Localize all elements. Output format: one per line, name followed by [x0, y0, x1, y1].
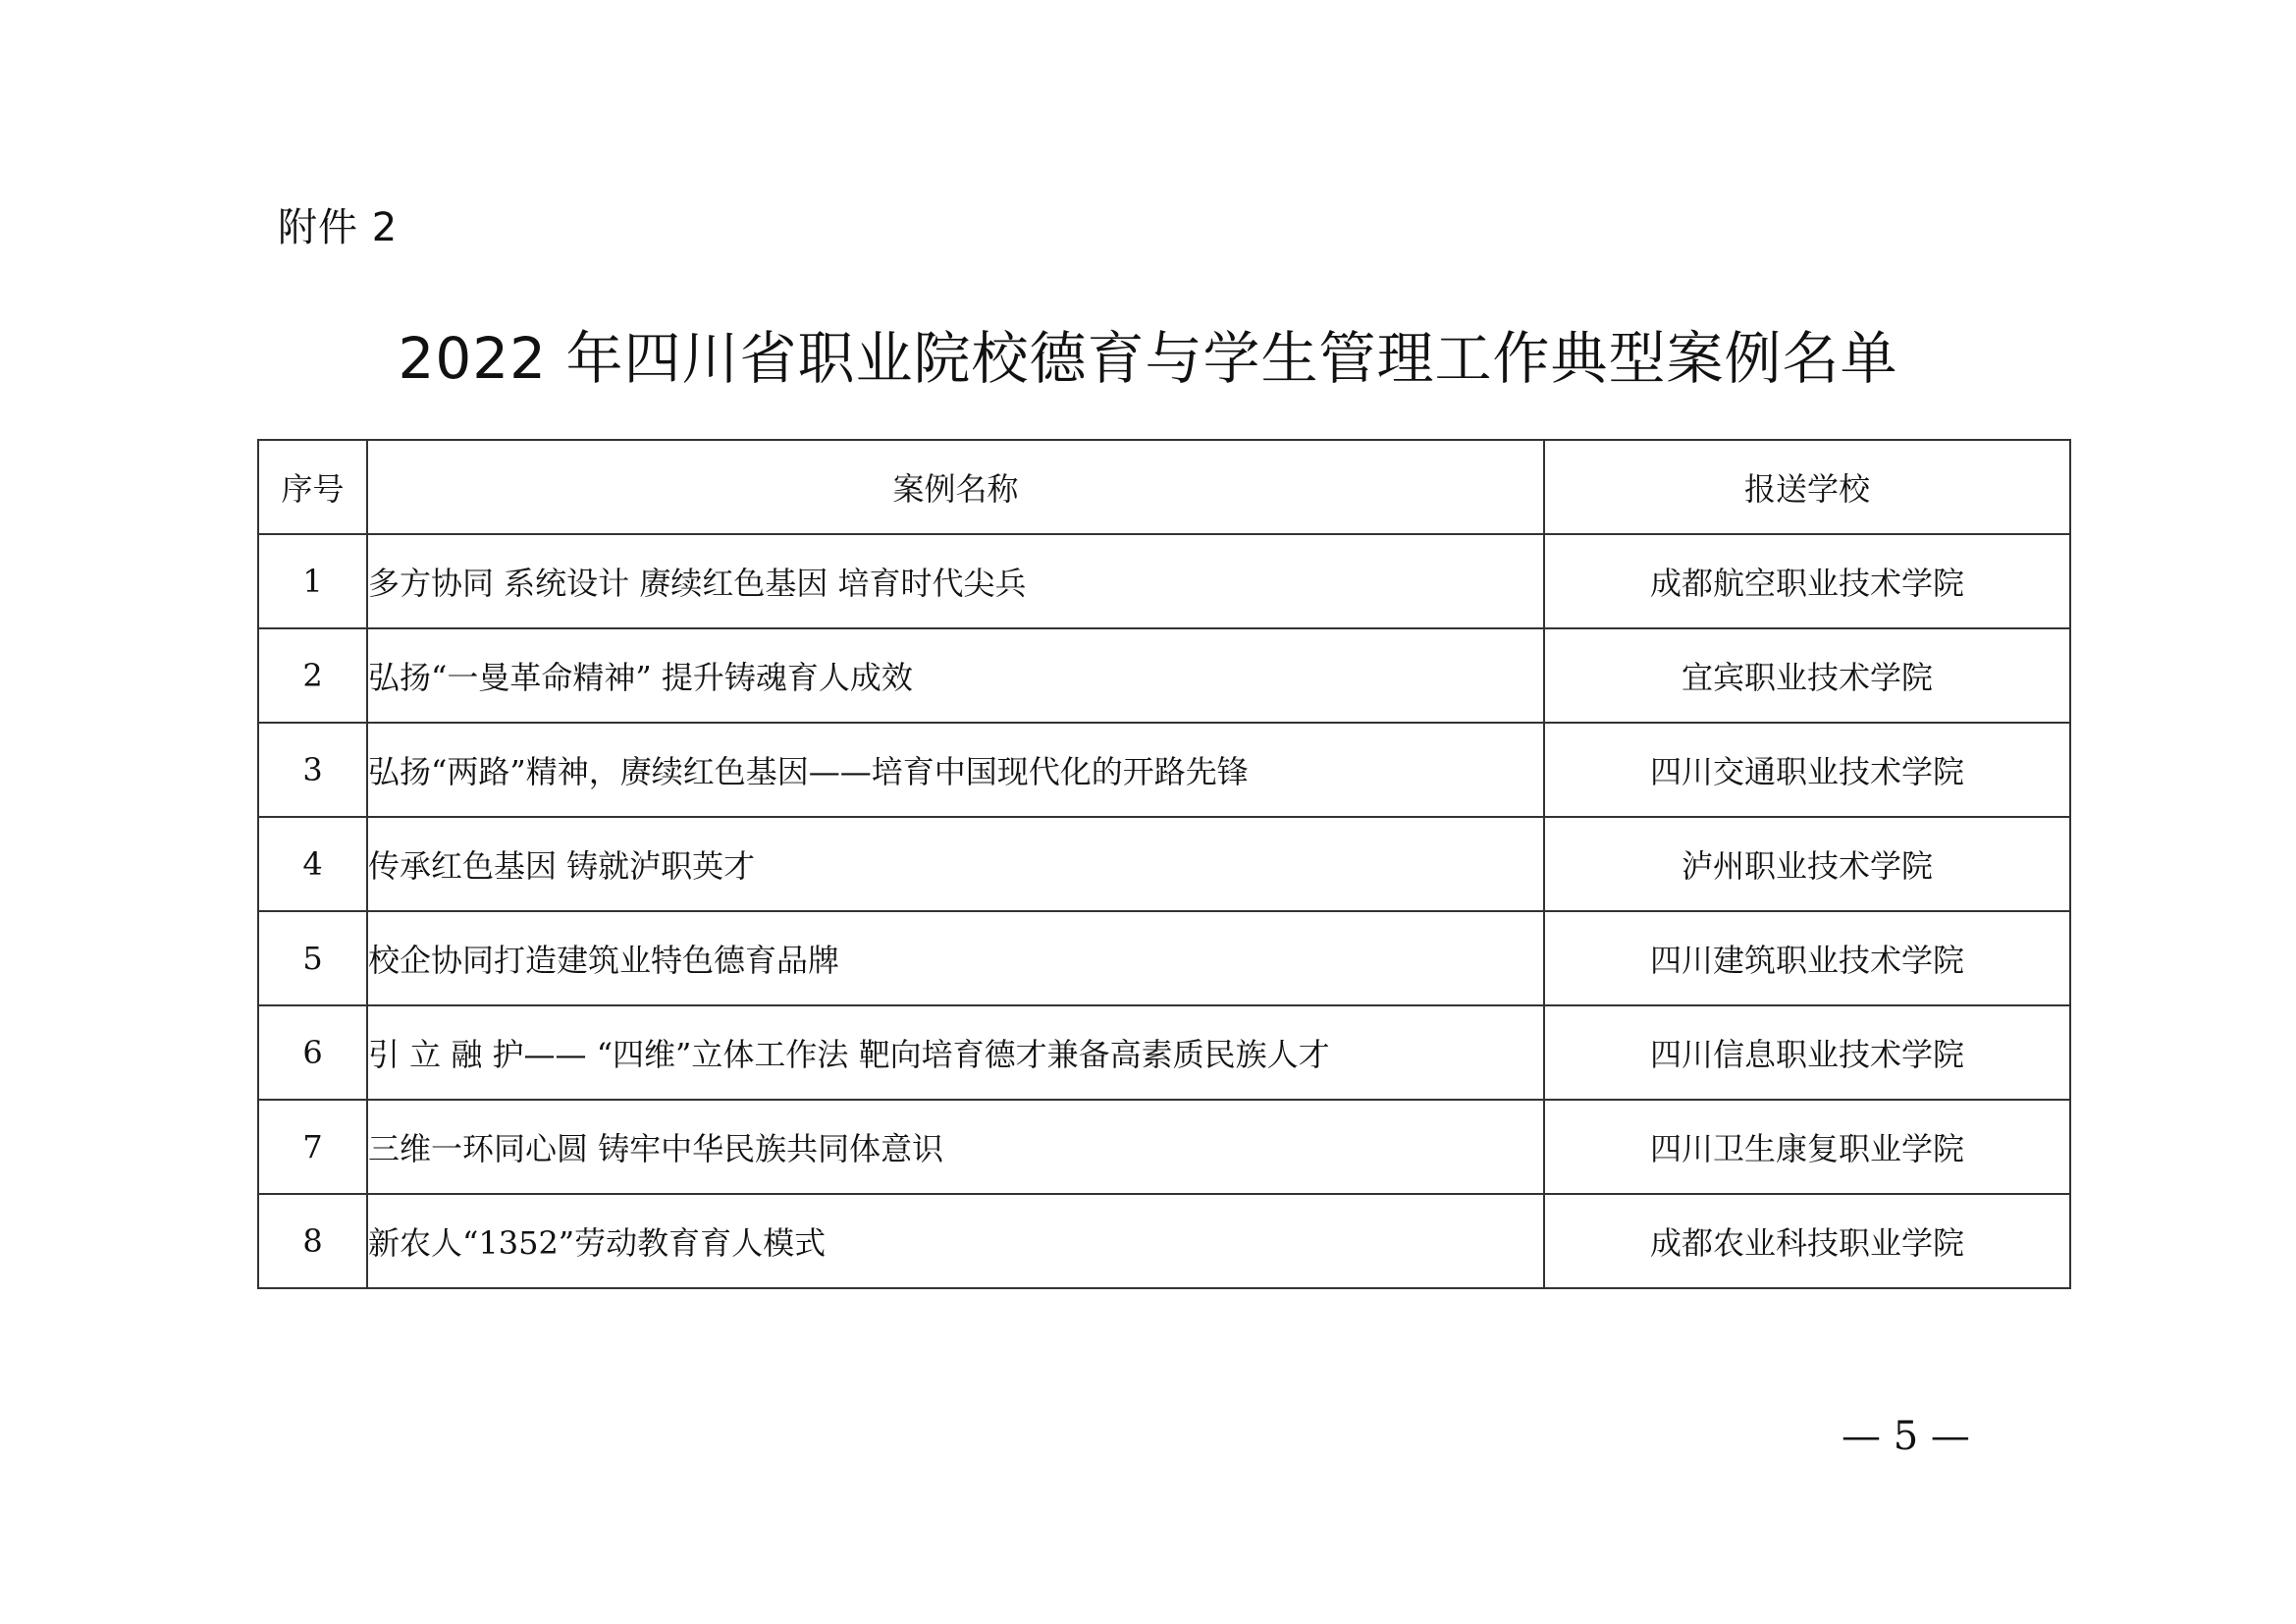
table-row	[258, 723, 2070, 817]
page-number: — 5 —	[1842, 1414, 1970, 1459]
school-name: 四川交通职业技术学院	[1544, 723, 2070, 817]
school-name: 成都航空职业技术学院	[1544, 534, 2070, 628]
row-number: 6	[258, 1005, 367, 1100]
case-name: 弘扬“两路”精神，赓续红色基因——培育中国现代化的开路先锋	[367, 723, 1544, 817]
row-number: 7	[258, 1100, 367, 1194]
table-row	[258, 1005, 2070, 1100]
school-name: 四川建筑职业技术学院	[1544, 911, 2070, 1005]
case-name: 三维一环同心圆 铸牢中华民族共同体意识	[367, 1100, 1544, 1194]
case-name: 弘扬“一曼革命精神” 提升铸魂育人成效	[367, 628, 1544, 723]
table-header-row	[258, 440, 2070, 534]
table-row	[258, 628, 2070, 723]
case-name: 传承红色基因 铸就泸职英才	[367, 817, 1544, 911]
header-serial-number: 序号	[258, 440, 367, 534]
header-submitting-school: 报送学校	[1544, 440, 2070, 534]
school-name: 宜宾职业技术学院	[1544, 628, 2070, 723]
row-number: 3	[258, 723, 367, 817]
school-name: 泸州职业技术学院	[1544, 817, 2070, 911]
table-row	[258, 1100, 2070, 1194]
school-name: 四川信息职业技术学院	[1544, 1005, 2070, 1100]
attachment-label: 附件 2	[278, 205, 399, 250]
case-name: 新农人“1352”劳动教育育人模式	[367, 1194, 1544, 1288]
document-title: 2022 年四川省职业院校德育与学生管理工作典型案例名单	[398, 325, 1898, 392]
case-name: 校企协同打造建筑业特色德育品牌	[367, 911, 1544, 1005]
row-number: 2	[258, 628, 367, 723]
row-number: 8	[258, 1194, 367, 1288]
row-number: 1	[258, 534, 367, 628]
table-row	[258, 911, 2070, 1005]
school-name: 成都农业科技职业学院	[1544, 1194, 2070, 1288]
case-list-table	[257, 439, 2071, 1289]
school-name: 四川卫生康复职业学院	[1544, 1100, 2070, 1194]
table-row	[258, 534, 2070, 628]
case-name: 引 立 融 护—— “四维”立体工作法 靶向培育德才兼备高素质民族人才	[367, 1005, 1544, 1100]
case-name: 多方协同 系统设计 赓续红色基因 培育时代尖兵	[367, 534, 1544, 628]
table-row	[258, 817, 2070, 911]
table-row	[258, 1194, 2070, 1288]
row-number: 4	[258, 817, 367, 911]
header-case-name: 案例名称	[367, 440, 1544, 534]
row-number: 5	[258, 911, 367, 1005]
